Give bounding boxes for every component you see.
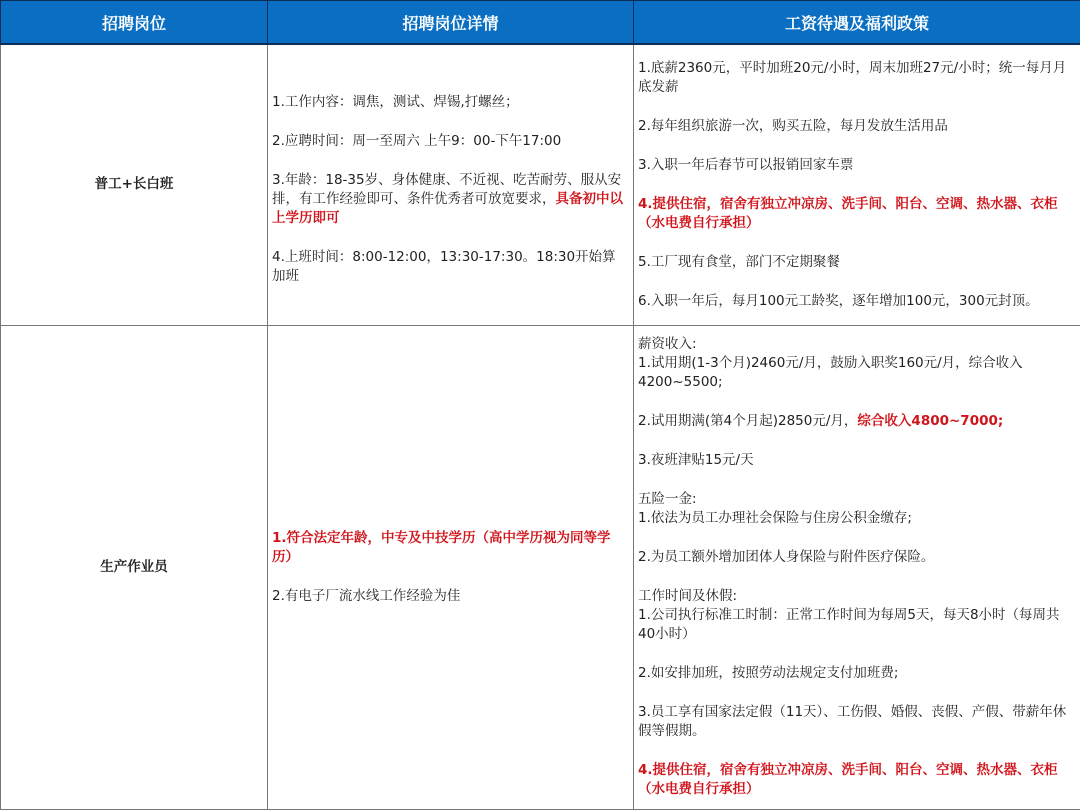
table-row xyxy=(1,325,1080,809)
header-row xyxy=(1,1,1080,45)
benefit-item xyxy=(638,412,1076,431)
table-row xyxy=(1,44,1080,325)
benefits-cell xyxy=(634,325,1080,809)
benefit-item: 3.入职一年后春节可以报销回家车票 xyxy=(638,156,1076,175)
header-position: 招聘岗位 xyxy=(1,1,268,45)
benefit-item: 1.底薪2360元，平时加班20元/小时，周末加班27元/小时；统一每月月底发薪 xyxy=(638,59,1076,97)
benefit-item: 2.每年组织旅游一次，购买五险，每月发放生活用品 xyxy=(638,117,1076,136)
insurance-section xyxy=(638,490,1076,567)
detail-item-highlight: 1.符合法定年龄，中专及中技学历（高中学历视为同等学历） xyxy=(272,529,629,567)
benefit-item-highlight: 4.提供住宿，宿舍有独立冲凉房、洗手间、阳台、空调、热水器、衣柜（水电费自行承担） xyxy=(638,761,1076,799)
header-details: 招聘岗位详情 xyxy=(268,1,634,45)
detail-highlight: 具备初中以上学历即可 xyxy=(272,191,623,226)
benefit-item: 3.员工享有国家法定假（11天）、工伤假、婚假、丧假、产假、带薪年休假等假期。 xyxy=(638,703,1076,741)
section-title: 工作时间及休假: xyxy=(638,587,1076,606)
details-cell xyxy=(268,325,634,809)
detail-item: 2.有电子厂流水线工作经验为佳 xyxy=(272,587,629,606)
benefit-item: 1.公司执行标准工时制：正常工作时间为每周5天，每天8小时（每周共40小时） xyxy=(638,606,1076,644)
detail-item: 1.工作内容：调焦，测试、焊锡,打螺丝； xyxy=(272,93,629,112)
section-title: 薪资收入: xyxy=(638,335,1076,354)
salary-section xyxy=(638,335,1076,470)
benefit-text: 2.试用期满(第4个月起)2850元/月， xyxy=(638,413,857,429)
benefit-item: 1.试用期(1-3个月)2460元/月，鼓励入职奖160元/月，综合收入4200~5500; xyxy=(638,354,1076,392)
details-cell xyxy=(268,44,634,325)
header-benefits: 工资待遇及福利政策 xyxy=(634,1,1080,45)
position-cell: 普工+长白班 xyxy=(1,44,268,325)
benefit-item: 2.为员工额外增加团体人身保险与附件医疗保险。 xyxy=(638,548,1076,567)
detail-item: 4.上班时间：8:00-12:00，13:30-17:30。18:30开始算加班 xyxy=(272,248,629,286)
benefit-item-highlight: 4.提供住宿，宿舍有独立冲凉房、洗手间、阳台、空调、热水器、衣柜（水电费自行承担） xyxy=(638,195,1076,233)
benefit-item: 6.入职一年后，每月100元工龄奖，逐年增加100元，300元封顶。 xyxy=(638,292,1076,311)
worktime-section xyxy=(638,587,1076,799)
benefit-item: 3.夜班津贴15元/天 xyxy=(638,451,1076,470)
benefit-item: 2.如安排加班，按照劳动法规定支付加班费; xyxy=(638,664,1076,683)
benefit-item: 5.工厂现有食堂，部门不定期聚餐 xyxy=(638,253,1076,272)
detail-item: 2.应聘时间：周一至周六 上午9：00-下午17:00 xyxy=(272,132,629,151)
benefit-item: 1.依法为员工办理社会保险与住房公积金缴存; xyxy=(638,509,1076,528)
detail-text: 3.年龄：18-35岁、身体健康、不近视、吃苦耐劳、服从安排，有工作经验即可、条件优秀者可放宽要求， xyxy=(272,172,621,207)
position-cell: 生产作业员 xyxy=(1,325,268,809)
detail-item xyxy=(272,171,629,228)
section-title: 五险一金: xyxy=(638,490,1076,509)
benefit-highlight: 综合收入4800~7000; xyxy=(857,413,1003,429)
benefits-cell xyxy=(634,44,1080,325)
